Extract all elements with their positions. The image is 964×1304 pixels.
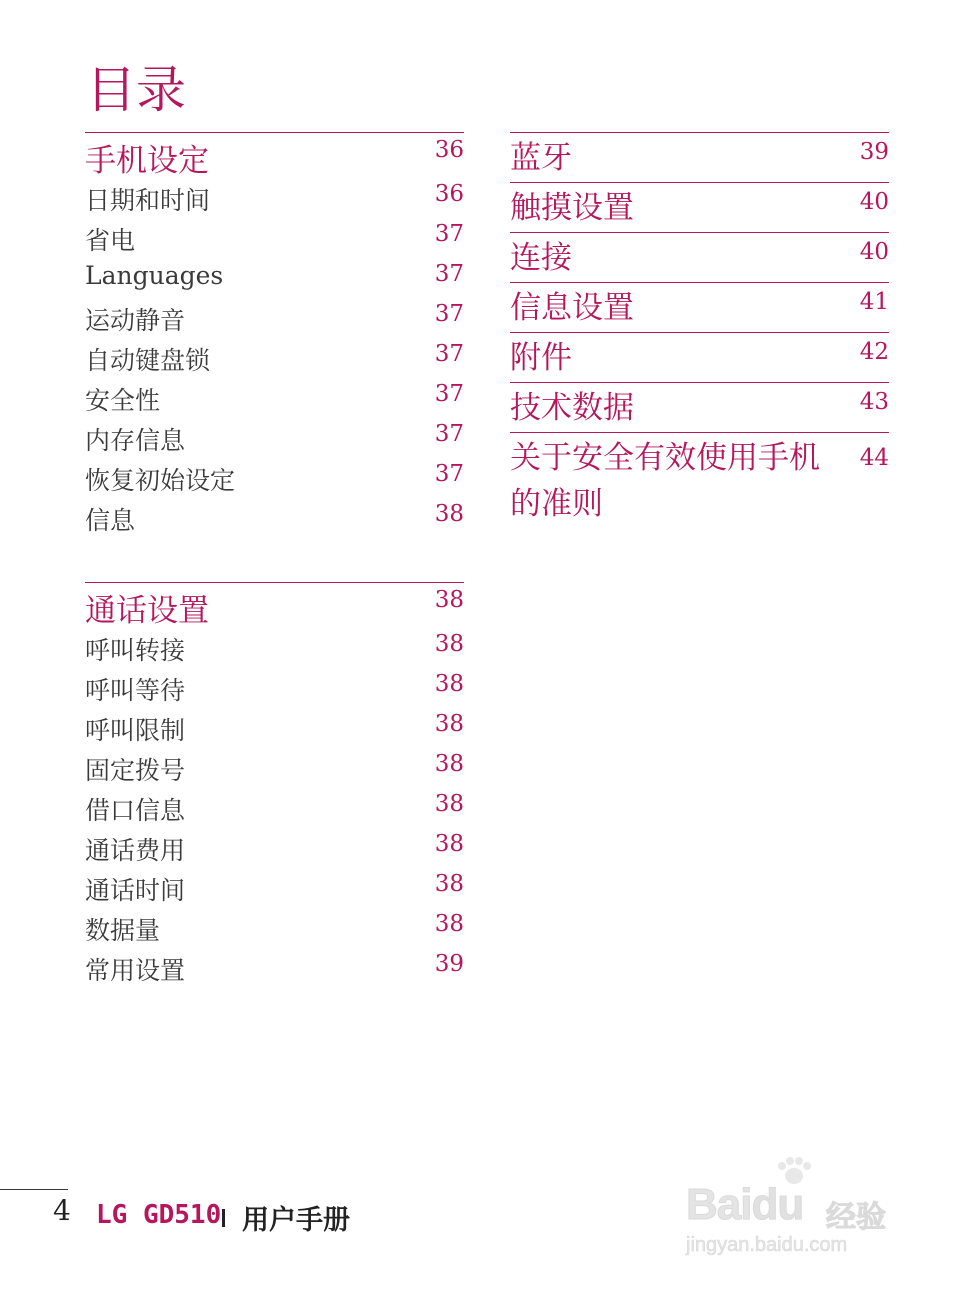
baidu-watermark [686,1160,906,1270]
toc-section-touch-settings[interactable] [510,182,889,232]
item-label: 信息 [85,506,136,535]
item-page: 37 [434,341,464,367]
toc-item[interactable] [85,709,464,749]
section-title: 附件 [510,340,572,376]
item-label: 呼叫等待 [85,676,186,705]
toc-section-header[interactable] [85,132,464,179]
item-label: 通话时间 [85,876,186,905]
item-page: 37 [434,421,464,447]
toc-right-column [510,132,889,533]
manual-label: 用户手册 [242,1205,350,1236]
toc-item[interactable] [85,179,464,219]
toc-item[interactable] [85,419,464,459]
toc-section-safety-guidelines[interactable] [510,432,889,533]
toc-item[interactable] [85,499,464,539]
item-page: 37 [434,261,464,287]
toc-section-technical-data[interactable] [510,382,889,432]
item-page: 38 [434,751,464,777]
toc-item[interactable] [85,749,464,789]
section-page: 43 [859,389,889,415]
toc-item[interactable] [85,789,464,829]
item-page: 38 [434,791,464,817]
section-page: 40 [859,189,889,215]
watermark-logo [686,1180,803,1230]
toc-section-phone-settings [85,132,464,539]
toc-item[interactable] [85,669,464,709]
item-page: 38 [434,711,464,737]
item-label: 省电 [85,226,136,255]
toc-section-message-settings[interactable] [510,282,889,332]
toc-item[interactable] [85,869,464,909]
item-page: 38 [434,871,464,897]
item-page: 38 [434,671,464,697]
section-title: 触摸设置 [510,190,634,226]
item-page: 37 [434,461,464,487]
item-label: 固定拨号 [85,756,186,785]
section-page: 44 [859,445,889,471]
toc-item[interactable] [85,219,464,259]
section-page: 42 [859,339,889,365]
section-title: 蓝牙 [510,140,572,176]
watermark-url: jingyan.baidu.com [686,1234,848,1256]
section-title: 技术数据 [510,390,634,426]
item-page: 38 [434,831,464,857]
item-page: 36 [434,181,464,207]
item-label: Languages [85,261,224,290]
item-label: 呼叫限制 [85,716,186,745]
toc-item[interactable] [85,909,464,949]
toc-section-header[interactable] [85,582,464,629]
item-page: 38 [434,501,464,527]
watermark-logo-right: du [751,1180,804,1229]
item-label: 通话费用 [85,836,186,865]
item-page: 37 [434,301,464,327]
watermark-cn: 经验 [826,1200,886,1235]
item-label: 常用设置 [85,956,186,985]
page-number: 4 [53,1194,71,1227]
item-page: 38 [434,911,464,937]
toc-section-accessories[interactable] [510,332,889,382]
item-page: 38 [434,631,464,657]
toc-section-bluetooth[interactable] [510,132,889,182]
footer-rule [0,1189,68,1190]
toc-item[interactable] [85,299,464,339]
section-page: 36 [434,137,464,163]
item-label: 安全性 [85,386,161,415]
section-title: 手机设定 [85,143,209,179]
item-label: 内存信息 [85,426,186,455]
page-title: 目录 [86,61,186,119]
section-page: 40 [859,239,889,265]
footer-separator [222,1209,225,1227]
item-label: 日期和时间 [85,186,211,215]
section-page: 38 [434,587,464,613]
item-page: 39 [434,951,464,977]
item-page: 37 [434,221,464,247]
toc-item[interactable] [85,949,464,989]
toc-item[interactable] [85,379,464,419]
section-page: 41 [859,289,889,315]
brand-model: LG GD510 [96,1200,222,1230]
watermark-logo-left: Bai [686,1180,752,1229]
item-label: 借口信息 [85,796,186,825]
item-page: 37 [434,381,464,407]
toc-item[interactable] [85,259,464,299]
item-label: 运动静音 [85,306,186,335]
item-label: 数据量 [85,916,161,945]
section-page: 39 [859,139,889,165]
toc-section-call-settings [85,582,464,989]
item-label: 呼叫转接 [85,636,186,665]
toc-item[interactable] [85,629,464,669]
item-label: 自动键盘锁 [85,346,211,375]
toc-section-connectivity[interactable] [510,232,889,282]
section-title: 信息设置 [510,290,634,326]
toc-item[interactable] [85,459,464,499]
item-label: 恢复初始设定 [85,466,236,495]
toc-item[interactable] [85,829,464,869]
section-title: 连接 [510,240,572,276]
toc-item[interactable] [85,339,464,379]
section-title: 通话设置 [85,593,209,629]
section-title: 关于安全有效使用手机的准则 [510,440,820,522]
